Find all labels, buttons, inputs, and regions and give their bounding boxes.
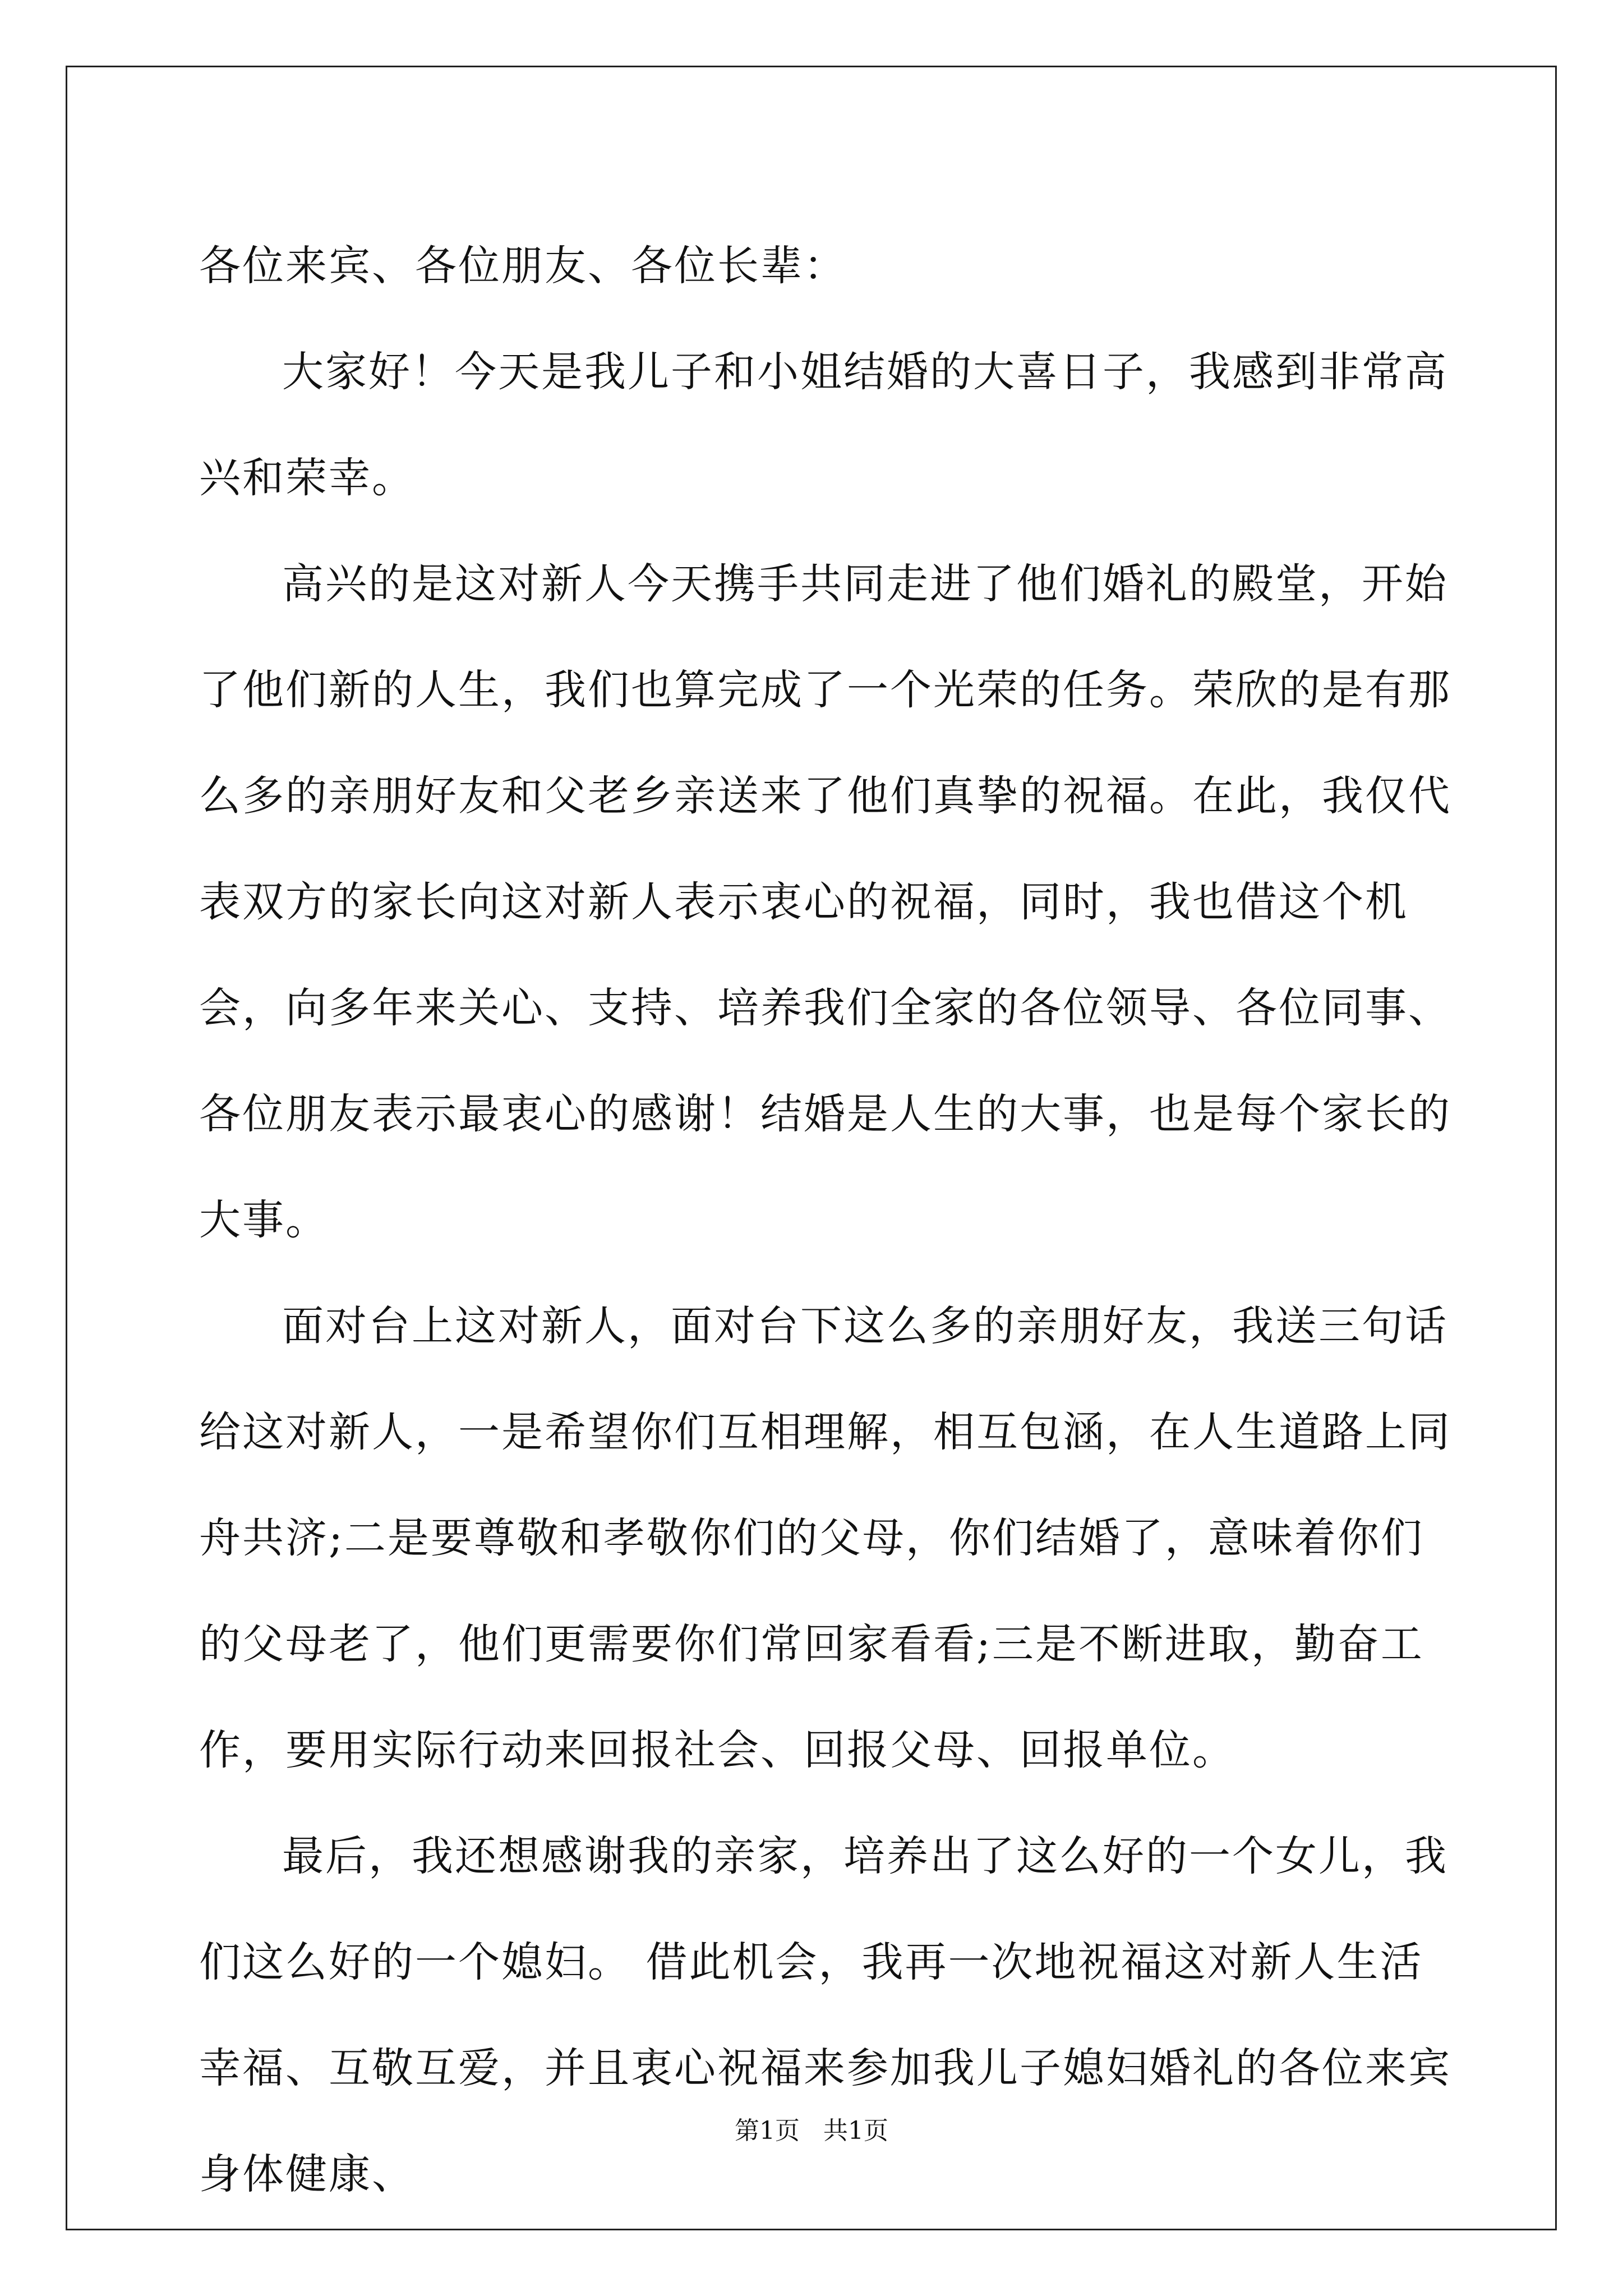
paragraph-greeting: 大家好！今天是我儿子和小姐结婚的大喜日子，我感到非常高兴和荣幸。 xyxy=(199,348,1448,502)
paragraph-gratitude: 高兴的是这对新人今天携手共同走进了他们婚礼的殿堂，开始了他们新的人生，我们也算完成了一个光荣的任务。荣欣的是有那么多的亲朋好友和父老乡亲送来了他们真挚的祝福。在此，我仅代表双方的家长向这对新人表示衷心的祝福，同时，我也借这个机会，向多年来关心、支持、培养我们全家的各位领导、各位同事、各位朋友表示最衷心的感谢！结婚是人生的大事，也是每个家长的大事。 xyxy=(199,560,1451,1244)
salutation: 各位来宾、各位朋友、各位长辈： xyxy=(199,242,847,290)
page-footer: 第1页 共1页 xyxy=(735,2116,888,2145)
document-body xyxy=(199,213,1455,2228)
paragraph-three-wishes: 面对台上这对新人，面对台下这么多的亲朋好友，我送三句话给这对新人，一是希望你们互相理解，相互包涵，在人生道路上同舟共济;二是要尊敬和孝敬你们的父母，你们结婚了，意味着你们的父母老了，他们更需要你们常回家看看;三是不断进取，勤奋工作，要用实际行动来回报社会、回报父母、回报单位。 xyxy=(199,1302,1451,1774)
paragraph-closing: 最后，我还想感谢我的亲家，培养出了这么好的一个女儿，我们这么好的一个媳妇。 借此机会，我再一次地祝福这对新人生活幸福、互敬互爱，并且衷心祝福来参加我儿子媳妇婚礼的各位来宾身体健康、 xyxy=(199,1832,1451,2198)
